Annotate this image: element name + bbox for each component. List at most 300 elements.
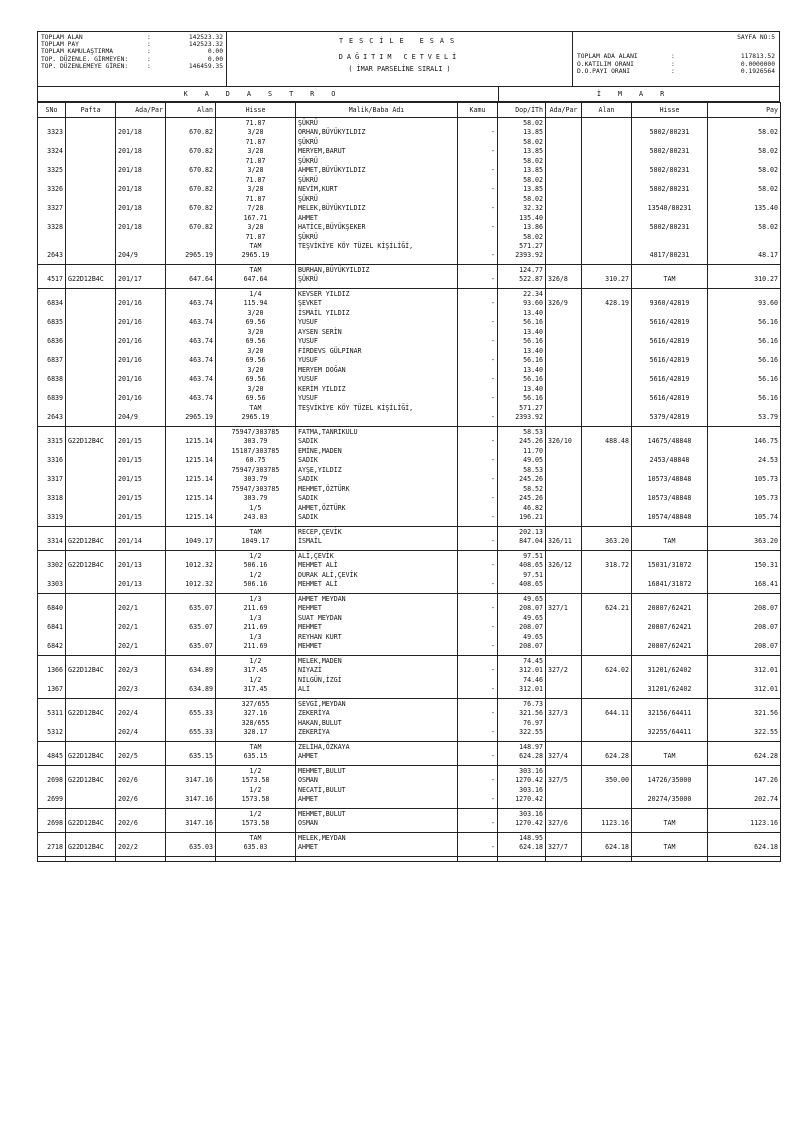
col-header-hisse: Hisse <box>216 103 296 118</box>
pafta-cell <box>66 156 116 175</box>
kamu-cell <box>458 718 498 737</box>
malik-value: ZELİHA,ÖZKAYA <box>298 743 350 751</box>
imar-hisse-value <box>634 810 705 819</box>
pafta-value <box>68 356 113 365</box>
pafta-value <box>68 466 113 475</box>
dop-cell <box>498 308 546 327</box>
pay-value: 56.16 <box>758 318 778 326</box>
ada-par-cell <box>116 503 166 522</box>
kamu-cell <box>458 137 498 156</box>
ada-par-value <box>118 834 163 843</box>
title-line-1: TESCİLE ESAS <box>338 37 461 45</box>
column-header-row <box>38 103 781 118</box>
malik-value: HATİCE,BÜYÜKŞEKER <box>298 223 366 231</box>
malik-value: MELEK,MADEN <box>298 657 342 665</box>
hisse-value: 71.87 <box>245 119 266 127</box>
pay-value: 208.07 <box>754 604 778 612</box>
sno-value: 3318 <box>47 494 63 502</box>
imar-hisse-cell <box>632 742 708 762</box>
imar-hisse-value <box>634 700 705 709</box>
imar-hisse-value: 5802/80231 <box>649 128 690 136</box>
malik-value: YUSUF <box>298 318 318 326</box>
pay-value: 53.79 <box>758 413 778 421</box>
ada-par-value <box>118 447 163 456</box>
pay-value: 58.02 <box>758 128 778 136</box>
pafta-value <box>68 309 113 318</box>
imar-alan-cell <box>582 785 632 804</box>
imar-ada-par-value: 327/5 <box>548 776 568 784</box>
sno-value <box>40 700 63 709</box>
hisse-value: 69.56 <box>245 318 266 326</box>
dop-value: 522.87 <box>519 275 543 283</box>
alan-cell <box>166 632 216 651</box>
pay-cell <box>708 613 781 632</box>
hisse-value: TAM <box>249 743 262 751</box>
pay-value: 624.28 <box>754 752 778 760</box>
kamu-value <box>460 614 495 623</box>
imar-alan-cell <box>582 427 632 447</box>
imar-alan-value <box>584 466 629 475</box>
malik-cell <box>296 570 458 589</box>
kamu-value <box>460 176 495 185</box>
imar-alan-cell <box>582 551 632 571</box>
pay-value <box>710 810 778 819</box>
hisse-cell <box>216 632 296 651</box>
sno-value <box>40 595 63 604</box>
ada-par-value: 201/15 <box>118 475 142 483</box>
pay-value <box>710 404 778 413</box>
pay-value <box>710 657 778 666</box>
dop-cell <box>498 833 546 853</box>
dop-cell <box>498 403 546 422</box>
imar-ada-par-value <box>548 719 579 728</box>
kamu-cell <box>458 175 498 194</box>
pafta-cell <box>66 809 116 829</box>
imar-ada-par-value <box>548 528 579 537</box>
hisse-cell <box>216 675 296 694</box>
ada-par-value <box>118 552 163 561</box>
alan-cell <box>166 742 216 762</box>
sno-cell <box>38 503 66 522</box>
dop-value: 58.02 <box>523 195 543 203</box>
malik-cell <box>296 484 458 503</box>
table-row <box>38 446 781 465</box>
alan-value <box>168 614 213 623</box>
imar-ada-par-value <box>548 413 579 422</box>
kamu-value <box>460 366 495 375</box>
hisse-value: 2965.19 <box>241 413 270 421</box>
sno-value: 3324 <box>47 147 63 155</box>
hisse-cell <box>216 718 296 737</box>
kamu-cell <box>458 346 498 365</box>
table-row <box>38 527 781 547</box>
imar-ada-par-value: 326/12 <box>548 561 572 569</box>
dop-value: 1270.42 <box>515 819 543 827</box>
pay-value <box>710 485 778 494</box>
imar-alan-value <box>584 657 629 666</box>
malik-value: SUAT MEYDAN <box>298 614 342 622</box>
sno-value <box>40 719 63 728</box>
imar-ada-par-value <box>548 700 579 709</box>
pay-value <box>710 834 778 843</box>
pay-cell <box>708 175 781 194</box>
imar-alan-value <box>584 494 629 503</box>
dop-cell <box>498 346 546 365</box>
pafta-value <box>68 676 113 685</box>
ada-par-value <box>118 485 163 494</box>
imar-ada-par-cell <box>546 675 582 694</box>
alan-value: 634.89 <box>189 666 213 674</box>
malik-value: MEHMET,BULUT <box>298 767 346 775</box>
dop-value: 135.40 <box>519 214 543 222</box>
dop-value: 97.51 <box>523 552 543 560</box>
pafta-value <box>68 394 113 403</box>
imar-alan-value <box>584 214 629 223</box>
ada-par-value: 202/1 <box>118 604 138 612</box>
alan-cell <box>166 570 216 589</box>
kamu-value <box>460 571 495 580</box>
table-body <box>38 118 781 862</box>
kamu-value <box>460 119 495 128</box>
hisse-value: 75947/303785 <box>231 485 280 493</box>
col-header-kamu: Kamu <box>458 103 498 118</box>
imar-ada-par-cell <box>546 194 582 213</box>
blank-row <box>38 857 781 862</box>
imar-alan-value: 363.20 <box>605 537 629 545</box>
ada-par-cell <box>116 718 166 737</box>
kamu-cell <box>458 365 498 384</box>
malik-value: SADIK <box>298 494 318 502</box>
dop-cell <box>498 446 546 465</box>
imar-alan-cell <box>582 232 632 260</box>
imar-alan-value <box>584 685 629 694</box>
kamu-cell <box>458 289 498 309</box>
imar-alan-cell <box>582 632 632 651</box>
sno-value: 1367 <box>47 685 63 693</box>
kamu-cell <box>458 213 498 232</box>
imar-ada-par-value <box>548 614 579 623</box>
imar-hisse-value: 5379/42819 <box>649 413 690 421</box>
ada-par-value: 201/18 <box>118 185 142 193</box>
ada-par-value <box>118 786 163 795</box>
ada-par-value <box>118 466 163 475</box>
ada-par-value <box>118 328 163 337</box>
ada-par-value <box>118 743 163 752</box>
sno-cell <box>38 213 66 232</box>
dop-value: 49.65 <box>523 614 543 622</box>
dop-cell <box>498 503 546 522</box>
alan-value <box>168 676 213 685</box>
alan-cell <box>166 465 216 484</box>
imar-ada-par-cell <box>546 346 582 365</box>
pay-value <box>710 347 778 356</box>
imar-hisse-value: 5616/42819 <box>649 337 690 345</box>
malik-value: TEŞVİKİYE KÖY TÜZEL KİŞİLİĞİ, <box>298 242 414 250</box>
pay-cell <box>708 594 781 614</box>
imar-ada-par-cell <box>546 446 582 465</box>
dop-value: 56.16 <box>523 318 543 326</box>
imar-hisse-value: TAM <box>663 752 676 760</box>
alan-value <box>168 428 213 437</box>
imar-hisse-value <box>634 347 705 356</box>
sno-value: 2698 <box>47 776 63 784</box>
hisse-value: 1/5 <box>249 504 262 512</box>
pafta-cell <box>66 265 116 285</box>
imar-ada-par-value: 327/3 <box>548 709 568 717</box>
pay-value <box>710 676 778 685</box>
pay-cell <box>708 551 781 571</box>
document-header <box>37 31 780 87</box>
dop-value: 58.02 <box>523 233 543 241</box>
hisse-value: 635.03 <box>243 843 268 851</box>
dop-cell <box>498 156 546 175</box>
table-row <box>38 699 781 719</box>
total-value: 0.00 <box>207 55 223 63</box>
imar-ada-par-value <box>548 318 579 327</box>
alan-value <box>168 366 213 375</box>
hisse-cell <box>216 551 296 571</box>
hisse-value: 1/2 <box>249 767 262 775</box>
imar-alan-cell <box>582 118 632 138</box>
hisse-cell <box>216 833 296 853</box>
imar-alan-value <box>584 251 629 260</box>
malik-value: REYHAN KURT <box>298 633 342 641</box>
ada-par-cell <box>116 527 166 547</box>
pafta-value <box>68 580 113 589</box>
imar-alan-value <box>584 676 629 685</box>
malik-cell <box>296 465 458 484</box>
imar-alan-value: 318.72 <box>605 561 629 569</box>
pafta-cell <box>66 327 116 346</box>
imar-ada-par-value <box>548 157 579 166</box>
pafta-value <box>68 299 113 308</box>
malik-cell <box>296 156 458 175</box>
imar-alan-value <box>584 571 629 580</box>
pay-value <box>710 466 778 475</box>
sno-value: 2643 <box>47 413 63 421</box>
ada-par-value <box>118 309 163 318</box>
pafta-value <box>68 147 113 156</box>
ada-total-value: 117813.52 <box>740 53 775 61</box>
imar-hisse-value: TAM <box>663 819 676 827</box>
sno-cell <box>38 327 66 346</box>
imar-ada-par-cell <box>546 118 582 138</box>
kamu-value <box>460 786 495 795</box>
pay-cell <box>708 156 781 175</box>
pafta-value <box>68 528 113 537</box>
dop-value: 1270.42 <box>515 776 543 784</box>
imar-ada-par-value <box>548 195 579 204</box>
hisse-value: TAM <box>249 242 262 250</box>
imar-hisse-value: 20807/62421 <box>647 642 692 650</box>
dop-value: 208.07 <box>519 604 543 612</box>
kamu-value <box>460 676 495 685</box>
pafta-cell <box>66 675 116 694</box>
pay-cell <box>708 289 781 309</box>
hisse-cell <box>216 699 296 719</box>
kamu-value <box>460 504 495 513</box>
pay-cell <box>708 346 781 365</box>
kamu-cell <box>458 742 498 762</box>
malik-value: YUSUF <box>298 356 318 364</box>
pay-value: 58.02 <box>758 223 778 231</box>
dop-cell <box>498 484 546 503</box>
pay-value: 24.53 <box>758 456 778 464</box>
sno-cell <box>38 289 66 309</box>
alan-value <box>168 504 213 513</box>
malik-value: ZEKERİYA <box>298 709 330 717</box>
hisse-value: 71.87 <box>245 157 266 165</box>
pay-cell <box>708 308 781 327</box>
pay-cell <box>708 570 781 589</box>
table-row <box>38 427 781 447</box>
sno-value <box>40 767 63 776</box>
imar-alan-cell <box>582 570 632 589</box>
dop-value: 49.65 <box>523 595 543 603</box>
pay-value: 363.20 <box>754 537 778 545</box>
dop-cell <box>498 465 546 484</box>
imar-alan-value <box>584 185 629 194</box>
kamu-cell <box>458 503 498 522</box>
table-row <box>38 484 781 503</box>
hisse-value: 1049.17 <box>241 537 270 545</box>
pay-value: 48.17 <box>758 251 778 259</box>
pay-value <box>710 385 778 394</box>
malik-cell <box>296 346 458 365</box>
hisse-value: 1/3 <box>249 614 262 622</box>
alan-value: 634.89 <box>189 685 213 693</box>
pafta-value <box>68 504 113 513</box>
alan-cell <box>166 289 216 309</box>
imar-alan-value <box>584 128 629 137</box>
kamu-value: - <box>491 318 495 326</box>
sno-value <box>40 834 63 843</box>
pay-value: 147.26 <box>754 776 778 784</box>
sno-value <box>40 633 63 642</box>
alan-value: 2965.19 <box>185 413 213 421</box>
pay-cell <box>708 137 781 156</box>
kamu-cell <box>458 265 498 285</box>
ada-par-cell <box>116 137 166 156</box>
pay-value <box>710 786 778 795</box>
ada-par-value: 201/18 <box>118 166 142 174</box>
pay-cell <box>708 403 781 422</box>
hisse-value: 69.56 <box>245 394 266 402</box>
kamu-value: - <box>491 580 495 588</box>
alan-cell <box>166 118 216 138</box>
imar-hisse-value <box>634 485 705 494</box>
kamu-cell <box>458 427 498 447</box>
alan-value <box>168 233 213 242</box>
dop-cell <box>498 766 546 786</box>
ada-par-value <box>118 266 163 275</box>
hisse-value: 69.56 <box>245 337 266 345</box>
alan-value <box>168 466 213 475</box>
sno-value <box>40 366 63 375</box>
malik-cell <box>296 551 458 571</box>
pafta-cell <box>66 570 116 589</box>
malik-value: ŞÜKRÜ <box>298 119 318 127</box>
pafta-value <box>68 700 113 709</box>
imar-hisse-value: 5616/42819 <box>649 318 690 326</box>
imar-hisse-value <box>634 571 705 580</box>
pafta-value <box>68 404 113 413</box>
imar-alan-value <box>584 138 629 147</box>
hisse-value: 71.87 <box>245 233 266 241</box>
malik-value: SADIK <box>298 437 318 445</box>
alan-cell <box>166 194 216 213</box>
hisse-value: 2965.19 <box>241 251 270 259</box>
pay-cell <box>708 742 781 762</box>
alan-value: 1049.17 <box>185 537 213 545</box>
dop-cell <box>498 718 546 737</box>
dop-value: 408.65 <box>519 580 543 588</box>
ada-summary-block <box>573 32 779 86</box>
pafta-value <box>68 447 113 456</box>
sno-value <box>40 266 63 275</box>
pay-value <box>710 290 778 299</box>
alan-value: 1215.14 <box>185 456 213 464</box>
alan-cell <box>166 594 216 614</box>
imar-ada-par-cell <box>546 427 582 447</box>
ada-par-value <box>118 176 163 185</box>
imar-ada-par-value <box>548 290 579 299</box>
total-colon: : <box>147 55 151 63</box>
sno-value: 6840 <box>47 604 63 612</box>
imar-hisse-value <box>634 242 705 251</box>
malik-cell <box>296 194 458 213</box>
imar-hisse-value <box>634 504 705 513</box>
pafta-value <box>68 233 113 242</box>
sno-cell <box>38 365 66 384</box>
imar-ada-par-value <box>548 810 579 819</box>
dop-value: 13.85 <box>523 166 543 174</box>
blank-cell <box>116 857 166 862</box>
imar-alan-value <box>584 413 629 422</box>
pay-value: 168.41 <box>754 580 778 588</box>
imar-alan-value <box>584 475 629 484</box>
imar-alan-value <box>584 119 629 128</box>
imar-hisse-cell <box>632 527 708 547</box>
dop-value: 58.53 <box>523 466 543 474</box>
imar-ada-par-value <box>548 328 579 337</box>
imar-ada-par-cell <box>546 213 582 232</box>
imar-hisse-value <box>634 447 705 456</box>
sno-cell <box>38 137 66 156</box>
pafta-cell <box>66 613 116 632</box>
pay-cell <box>708 484 781 503</box>
alan-value <box>168 810 213 819</box>
pay-cell <box>708 232 781 260</box>
table-row <box>38 570 781 589</box>
hisse-value: TAM <box>249 528 262 536</box>
hisse-cell <box>216 265 296 285</box>
imar-alan-value <box>584 195 629 204</box>
imar-hisse-cell <box>632 484 708 503</box>
pay-value: 1123.16 <box>750 819 778 827</box>
imar-hisse-value: TAM <box>663 537 676 545</box>
imar-hisse-value <box>634 767 705 776</box>
dop-value: 49.65 <box>523 633 543 641</box>
imar-ada-par-value <box>548 128 579 137</box>
pay-value: 56.16 <box>758 375 778 383</box>
hisse-cell <box>216 403 296 422</box>
malik-cell <box>296 699 458 719</box>
hisse-value: 1573.58 <box>241 819 270 827</box>
pay-value: 58.02 <box>758 185 778 193</box>
malik-value: ZEKERİYA <box>298 728 330 736</box>
alan-value <box>168 719 213 728</box>
